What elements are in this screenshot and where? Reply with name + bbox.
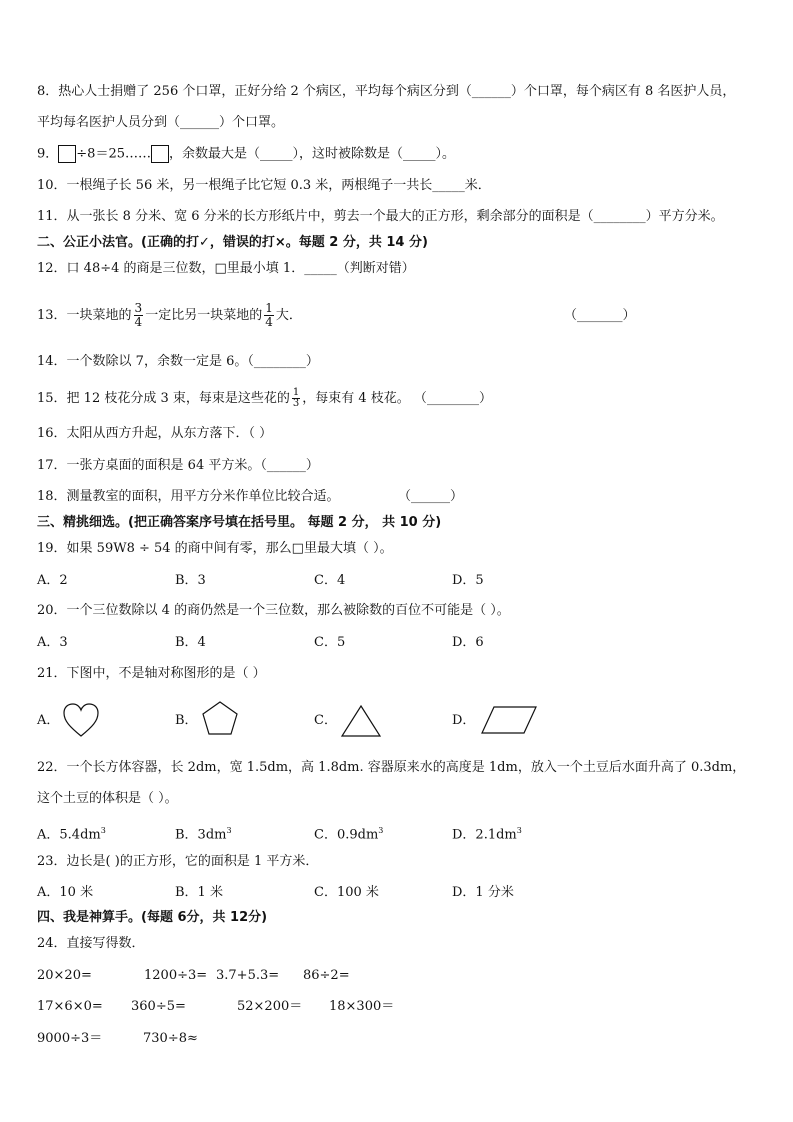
calc-item[interactable]: 9000÷3＝ xyxy=(37,1031,103,1046)
q11-text: ）平方分米。 xyxy=(645,209,724,224)
section-2-heading: 二、公正小法官。(正确的打✓，错误的打×。每题 2 分，共 14 分) xyxy=(37,235,428,250)
q20-option-b[interactable]: B．4 xyxy=(175,635,206,650)
q22-option-a[interactable] xyxy=(37,822,106,844)
q12-text: 12．口 48÷4 的商是三位数，□里最小填 1． xyxy=(37,261,305,276)
superscript: 3 xyxy=(516,826,522,835)
answer-blank[interactable]: ______ xyxy=(471,84,511,99)
denominator: 3 xyxy=(292,398,300,409)
question-14 xyxy=(37,353,319,371)
calc-item[interactable]: 20×20= xyxy=(37,968,92,983)
q19-option-b[interactable]: B．3 xyxy=(175,573,206,588)
q14-text: 14．一个数除以 7，余数一定是 6。（ xyxy=(37,354,254,369)
q19-option-a[interactable]: A．2 xyxy=(37,573,68,588)
paren: ） xyxy=(450,489,464,504)
dividend-box[interactable] xyxy=(58,145,76,163)
q21-option-d[interactable]: D． xyxy=(452,713,476,728)
q23-option-d[interactable]: D．1 分米 xyxy=(452,885,514,900)
q23-option-b[interactable]: B．1 米 xyxy=(175,885,223,900)
q13-text: 一定比另一块菜地的 xyxy=(145,308,263,323)
q22-option-d[interactable] xyxy=(452,822,522,844)
q22-option-c[interactable] xyxy=(314,822,383,844)
superscript: 3 xyxy=(226,826,232,835)
answer-blank[interactable]: _____ xyxy=(432,178,465,193)
q9-text: ÷8＝25…… xyxy=(76,146,151,162)
answer-blank[interactable]: _____ xyxy=(260,146,293,162)
section-3-heading: 三、精挑细选。(把正确答案序号填在括号里。 每题 2 分， 共 10 分) xyxy=(37,515,442,530)
answer-blank[interactable]: _____ xyxy=(304,261,337,276)
question-18 xyxy=(37,488,340,506)
heart-shape-icon[interactable] xyxy=(62,702,100,738)
question-8-line-1 xyxy=(37,83,735,101)
paren: （ xyxy=(564,308,578,323)
q17-text: ） xyxy=(305,458,319,473)
question-12 xyxy=(37,260,415,278)
q8-text: 8．热心人士捐赠了 256 个口罩，正好分给 2 个病区，平均每个病区分到（ xyxy=(37,84,472,99)
remainder-box[interactable] xyxy=(151,145,169,163)
option-text: A．5.4dm xyxy=(37,827,101,843)
q8-text: 平均每名医护人员分到（ xyxy=(37,115,181,130)
question-17 xyxy=(37,457,319,475)
parallelogram-shape-icon[interactable] xyxy=(480,705,538,735)
triangle-shape-icon[interactable] xyxy=(340,704,382,738)
q19-option-d[interactable]: D．5 xyxy=(452,573,484,588)
numerator: 1 xyxy=(265,301,273,315)
denominator: 4 xyxy=(265,315,273,329)
q9-text: ），这时被除数是（ xyxy=(292,146,404,162)
question-8-line-2 xyxy=(37,114,284,132)
q13-text: 大． xyxy=(275,308,302,323)
question-13 xyxy=(37,300,302,332)
fraction-one-quarter xyxy=(264,302,274,329)
q20-option-c[interactable]: C．5 xyxy=(314,635,346,650)
answer-blank[interactable]: ________ xyxy=(593,209,646,224)
q10-text: 米． xyxy=(464,178,491,193)
answer-blank[interactable]: ______ xyxy=(180,115,220,130)
option-text: D．2.1dm xyxy=(452,827,517,843)
fraction-one-third xyxy=(292,388,300,409)
denominator: 4 xyxy=(134,315,143,329)
question-21: 21．下图中，不是轴对称图形的是（ ） xyxy=(37,666,266,681)
q21-option-a[interactable]: A． xyxy=(37,713,60,728)
q14-text: ） xyxy=(305,354,319,369)
answer-blank[interactable]: _______ xyxy=(577,308,623,323)
answer-blank[interactable]: ________ xyxy=(253,354,306,369)
fraction-three-quarters xyxy=(134,302,144,329)
answer-blank[interactable]: ______ xyxy=(266,458,306,473)
superscript: 3 xyxy=(100,826,106,835)
q12-text: （判断对错） xyxy=(336,261,415,276)
pentagon-shape-icon[interactable] xyxy=(201,700,239,736)
q18-text: 18．测量教室的面积，用平方分米作单位比较合适。 xyxy=(37,489,340,504)
q21-option-c[interactable]: C． xyxy=(314,713,337,728)
q21-option-b[interactable]: B． xyxy=(175,713,198,728)
q20-option-a[interactable]: A．3 xyxy=(37,635,68,650)
paren: （ xyxy=(398,489,412,504)
q8-text: ）个口罩，每个病区有 8 名医护人员， xyxy=(510,84,736,99)
option-text: B．3dm xyxy=(175,827,227,843)
q10-text: 10．一根绳子长 56 米，另一根绳子比它短 0.3 米，两根绳子一共长 xyxy=(37,178,433,193)
calc-item[interactable]: 3.7+5.3= xyxy=(216,968,280,983)
q11-text: 11．从一张长 8 分米、宽 6 分米的长方形纸片中，剪去一个最大的正方形，剩余部分的面积是（ xyxy=(37,209,594,224)
q13-text: 13．一块菜地的 xyxy=(37,308,132,323)
q23-option-a[interactable]: A．10 米 xyxy=(37,885,94,900)
superscript: 3 xyxy=(378,826,384,835)
calc-item[interactable]: 52×200＝ xyxy=(237,999,303,1014)
q9-number: 9． xyxy=(37,146,59,162)
q22-option-b[interactable] xyxy=(175,822,232,844)
question-20: 20．一个三位数除以 4 的商仍然是一个三位数，那么被除数的百位不可能是（ ）。 xyxy=(37,603,510,618)
q18-answer-paren xyxy=(398,488,463,506)
calc-item[interactable]: 360÷5= xyxy=(131,999,186,1014)
q9-text: ）。 xyxy=(435,146,456,162)
q17-text: 17．一张方桌面的面积是 64 平方米。（ xyxy=(37,458,267,473)
question-11 xyxy=(37,208,724,226)
calc-item[interactable]: 730÷8≈ xyxy=(143,1031,198,1046)
answer-blank[interactable]: ________ xyxy=(426,391,479,406)
answer-blank[interactable]: ______ xyxy=(411,489,451,504)
paren: ） xyxy=(622,308,636,323)
question-10 xyxy=(37,177,491,195)
calc-item[interactable]: 86÷2= xyxy=(303,968,350,983)
q15-text: 15．把 12 枝花分成 3 束，每束是这些花的 xyxy=(37,391,290,406)
section-4-heading: 四、我是神算手。(每题 6分，共 12分) xyxy=(37,910,268,925)
q8-text: ）个口罩。 xyxy=(219,115,285,130)
question-19: 19．如果 59W8 ÷ 54 的商中间有零，那么□里最大填（ ）。 xyxy=(37,541,393,556)
question-15 xyxy=(37,384,492,414)
question-9 xyxy=(37,145,455,164)
calc-item[interactable]: 18×300＝ xyxy=(329,999,395,1014)
q19-option-c[interactable]: C．4 xyxy=(314,573,346,588)
q15-text: ） xyxy=(478,391,492,406)
q15-text: ，每束有 4 枝花。 （ xyxy=(302,391,427,406)
question-24: 24．直接写得数． xyxy=(37,936,145,951)
question-22-line-1: 22．一个长方体容器，长 2dm，宽 1.5dm，高 1.8dm. 容器原来水的高度是 1dm，放入一个土豆后水面升高了 0.3dm， xyxy=(37,760,746,775)
q23-option-c[interactable]: C．100 米 xyxy=(314,885,379,900)
question-23: 23．边长是( )的正方形，它的面积是 1 平方米． xyxy=(37,854,319,869)
q9-text: ，余数最大是（ xyxy=(169,146,261,162)
answer-blank[interactable]: _____ xyxy=(403,146,436,162)
calc-item[interactable]: 17×6×0= xyxy=(37,999,103,1014)
calc-item[interactable]: 1200÷3= xyxy=(144,968,208,983)
numerator: 1 xyxy=(292,387,300,398)
numerator: 3 xyxy=(134,301,143,315)
question-22-line-2: 这个土豆的体积是（ ）。 xyxy=(37,791,178,806)
q20-option-d[interactable]: D．6 xyxy=(452,635,484,650)
option-text: C．0.9dm xyxy=(314,827,379,843)
q13-answer-paren xyxy=(564,307,636,325)
question-16: 16．太阳从西方升起，从东方落下．（ ） xyxy=(37,426,273,441)
